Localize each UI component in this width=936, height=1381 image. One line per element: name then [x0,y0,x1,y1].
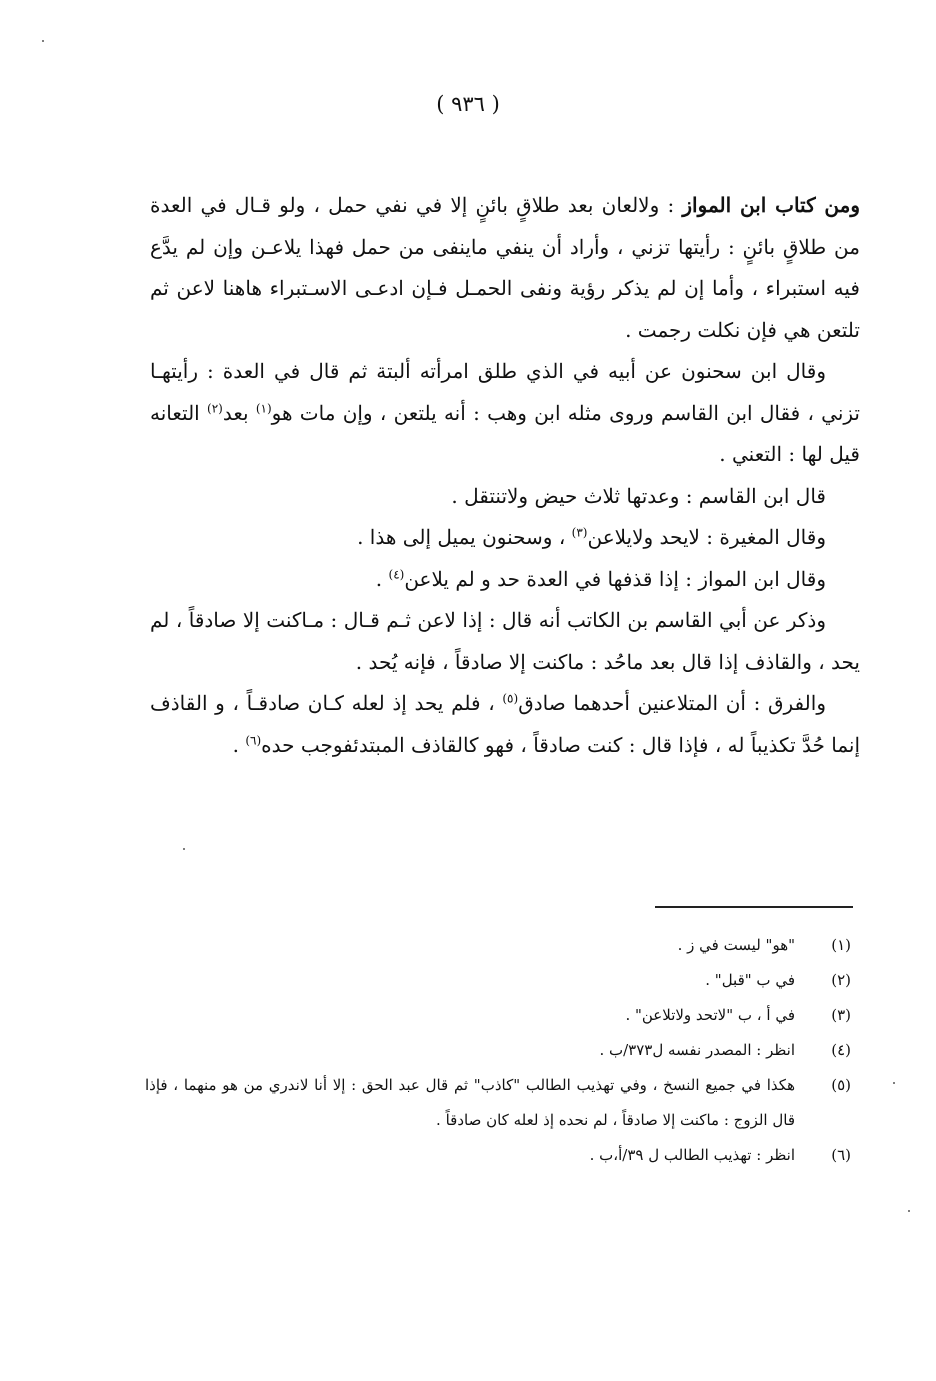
paragraph-4-text-a: وقال المغيرة : لايحد ولايلاعن [587,525,826,549]
footnote-text: انظر : تهذيب الطالب ل ٣٩/أ،ب . [589,1146,795,1164]
footnote-4 [145,1033,855,1068]
footnote-text: انظر : المصدر نفسه ل٣٧٣/ب . [599,1041,795,1059]
footnote-1 [145,928,855,963]
footnote-text: "هو" ليست في ز . [677,936,795,954]
paragraph-5 [150,559,860,601]
paragraph-5-text-b: . [375,566,389,591]
paragraph-3: قال ابن القاسم : وعدتها ثلاث حيض ولاتنتقل . [451,483,826,508]
footnote-number: (٢) [831,971,851,989]
footnote-number: (٣) [831,1006,851,1024]
paragraph-5-text-a: وقال ابن المواز : إذا قذفها في العدة حد و لم يلاعن [404,566,826,591]
footnote-ref-3: (٣) [571,525,588,540]
paragraph-2 [150,351,860,476]
paragraph-2-text-c: التعانه قيل لها : التعني . [150,400,860,466]
footnotes [145,928,855,1173]
footnote-ref-1: (١) [255,400,272,415]
scan-speck [183,848,185,850]
paragraph-2-text-a: وقال ابن سحنون عن أبيه في الذي طلق امرأته ألبتة ثم قال في العدة : رأيتهـا تزني ، فقال ابن القاسم وروى مثله ابن وهب : أنه يلتعن ، وإن مات هو [150,359,861,425]
paragraph-7-text-a: والفرق : أن المتلاعنين أحدهما صادق [518,691,826,715]
main-text [150,185,860,766]
footnote-number: (٥) [831,1076,851,1094]
paragraph-4-text-b: ، وسحنون يميل إلى هذا . [357,525,572,549]
paragraph-2-text-b: بعد [222,400,256,425]
footnote-number: (١) [831,936,851,954]
page-number: ( ٩٣٦ ) [436,92,500,116]
paragraph-7 [150,683,860,766]
scan-speck [42,40,44,42]
footnote-ref-2: (٢) [207,400,223,415]
paragraph-1-text: : ولالعان بعد طلاقٍ بائنٍ إلا في نفي حمل ، ولو قـال في العدة من طلاقٍ بائنٍ : رأيتها تزني ، وأراد أن ينفي ماينفى من حمل فهذا يلاعـن وإن لم يدَّع فيه استبراء ، وأما إن لم يذكر رؤية ونفى الحمـل فـإن ادعـى الاسـتبراء هاهنا لاعن ثم تلتعن هي فإن نكلت رجمت . [150,193,860,342]
footnote-number: (٤) [831,1041,851,1059]
footnote-text: في ب "قبل" . [705,971,795,989]
footnote-6 [145,1138,855,1173]
paragraph-1-lead: ومن كتاب ابن المواز [682,193,860,217]
footnote-ref-5: (٥) [502,691,519,706]
footnote-ref-4: (٤) [388,566,405,581]
paragraph-7-text-c: . [232,732,246,757]
footnote-ref-6: (٦) [245,732,262,747]
paragraph-4 [150,517,860,559]
paragraph-1 [150,185,860,351]
paragraph-6: وذكر عن أبي القاسم بن الكاتب أنه قال : إذا لاعن ثـم قـال : مـاكنت إلا صادقاً ، لم يحد ، والقاذف إذا قال بعد ماحُد : ماكنت إلا صادقاً ، فإنه يُحد . [150,608,860,674]
footnote-divider [655,906,853,908]
footnote-5 [145,1068,855,1138]
paragraph-7-text-b: ، فلم يحد إذ لعله كـان صادقـاً ، و القاذف إنما حُدَّ تكذيباً له ، فإذا قال : كنت صادقاً ، فهو كالقاذف المبتدئفوجب حده [150,691,860,757]
footnote-3 [145,998,855,1033]
footnote-text: في أ ، ب "لاتحد ولاتلاعن" . [625,1006,795,1024]
footnote-text: هكذا في جميع النسخ ، وفي تهذيب الطالب "كاذب" ثم قال عبد الحق : إلا أنا لاندري من هو منهما ، فإذا قال الزوج : ماكنت إلا صادقاً ، لم نحده إذ لعله كان صادقاً . [145,1076,795,1129]
scan-speck [908,1210,910,1212]
footnote-2 [145,963,855,998]
scan-speck [893,1082,895,1084]
footnote-number: (٦) [831,1146,851,1164]
